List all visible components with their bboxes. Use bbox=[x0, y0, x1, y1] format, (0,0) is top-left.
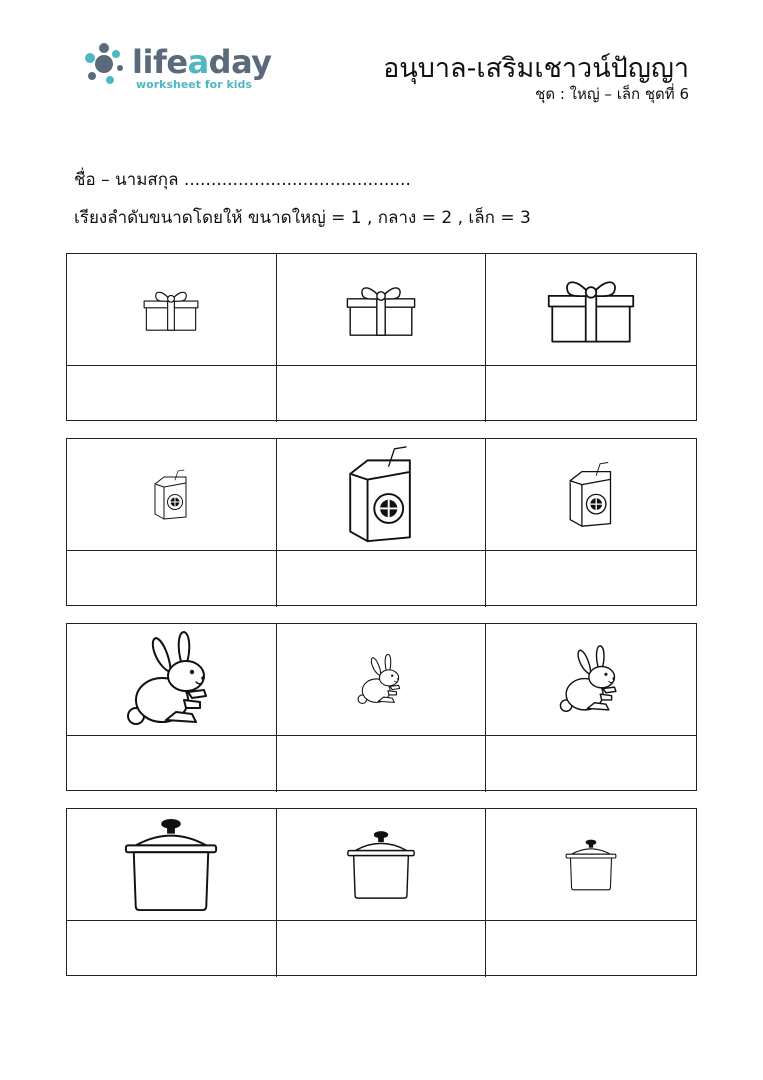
gift-box-icon bbox=[143, 287, 199, 333]
gift-row bbox=[66, 253, 697, 421]
pot-row bbox=[66, 808, 697, 976]
answer-box[interactable] bbox=[277, 736, 487, 792]
gift-box-icon bbox=[547, 273, 635, 347]
picture-cell bbox=[277, 809, 487, 921]
page-subtitle: ชุด : ใหญ่ – เล็ก ชุดที่ 6 bbox=[535, 85, 689, 103]
picture-cell bbox=[486, 439, 696, 551]
picture-cell bbox=[486, 624, 696, 736]
answer-box[interactable] bbox=[67, 736, 277, 792]
logo-tagline: worksheet for kids bbox=[136, 78, 252, 91]
rabbit-icon bbox=[559, 644, 623, 716]
page-title: อนุบาล-เสริมเชาวน์ปัญญา bbox=[383, 53, 689, 84]
answer-box[interactable] bbox=[486, 551, 696, 607]
logo bbox=[82, 40, 282, 96]
gift-box-icon bbox=[346, 281, 416, 339]
answer-box[interactable] bbox=[67, 366, 277, 422]
rabbit-row bbox=[66, 623, 697, 791]
rabbit-icon bbox=[357, 653, 405, 707]
picture-cell bbox=[277, 624, 487, 736]
picture-cell bbox=[277, 439, 487, 551]
picture-cell bbox=[486, 254, 696, 366]
picture-cell bbox=[277, 254, 487, 366]
logo-wordmark: lifeaday bbox=[132, 43, 272, 81]
picture-cell bbox=[67, 439, 277, 551]
cooking-pot-icon bbox=[345, 829, 417, 901]
answer-box[interactable] bbox=[486, 921, 696, 977]
answer-box[interactable] bbox=[277, 921, 487, 977]
answer-box[interactable] bbox=[67, 921, 277, 977]
instruction-text: เรียงลำดับขนาดโดยให้ ขนาดใหญ่ = 1 , กลาง = 2 , เล็ก = 3 bbox=[74, 208, 531, 228]
picture-cell bbox=[67, 254, 277, 366]
picture-cell bbox=[67, 624, 277, 736]
juice-box-icon bbox=[342, 445, 420, 545]
answer-box[interactable] bbox=[277, 366, 487, 422]
picture-cell bbox=[67, 809, 277, 921]
logo-molecule-icon bbox=[82, 40, 132, 90]
picture-cell bbox=[486, 809, 696, 921]
juice-row bbox=[66, 438, 697, 606]
rabbit-icon bbox=[126, 629, 216, 731]
answer-box[interactable] bbox=[486, 366, 696, 422]
juice-box-icon bbox=[151, 469, 191, 521]
answer-box[interactable] bbox=[277, 551, 487, 607]
answer-box[interactable] bbox=[67, 551, 277, 607]
cooking-pot-icon bbox=[564, 838, 618, 892]
cooking-pot-icon bbox=[122, 816, 220, 914]
answer-box[interactable] bbox=[486, 736, 696, 792]
name-field-line[interactable]: ชื่อ – นามสกุล .......................................... bbox=[74, 170, 411, 190]
juice-box-icon bbox=[565, 461, 617, 529]
